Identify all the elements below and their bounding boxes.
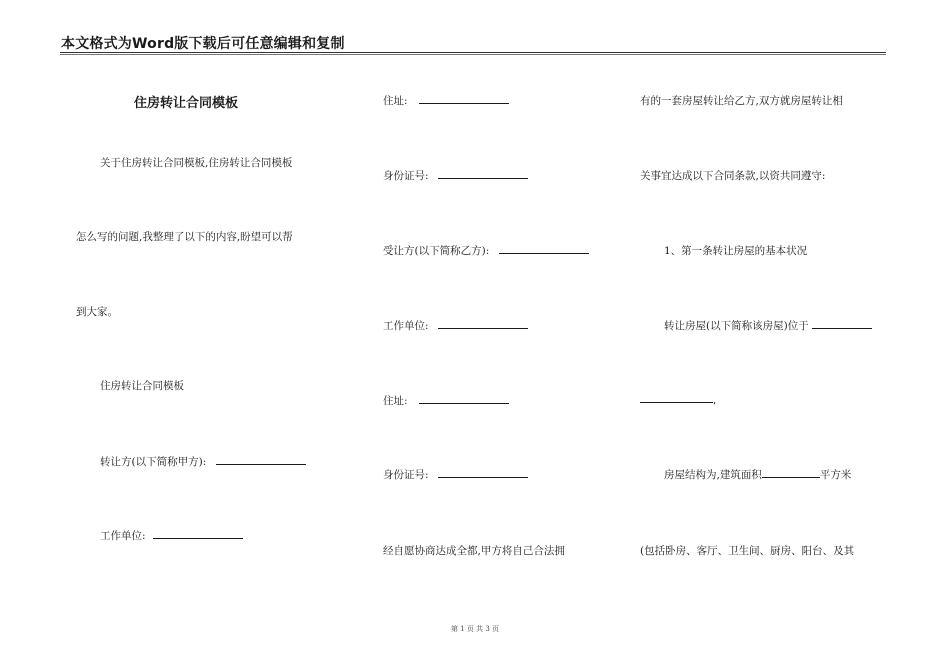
party-a-employer-blank [153, 529, 243, 539]
party-b-id-label: 身份证号: [383, 469, 429, 481]
contract-subtitle: 住房转让合同模板 [100, 380, 184, 392]
party-a-address-blank [419, 94, 509, 104]
party-a-label: 转让方(以下简称甲方): [100, 456, 207, 468]
party-b-address-line [383, 393, 509, 408]
party-b-label: 受让方(以下简称乙方): [383, 245, 490, 257]
floor-area-blank [762, 468, 820, 478]
party-b-line [383, 243, 589, 258]
transfer-line-1: 有的一套房屋转让给乙方,双方就房屋转让相 [640, 95, 843, 107]
house-structure-label: 房屋结构为,建筑面积 [664, 469, 762, 481]
header-divider-secondary [60, 54, 886, 55]
area-unit: 平方米 [819, 469, 852, 481]
party-b-id-line [383, 467, 528, 482]
house-location-label: 转让房屋(以下简称该房屋)位于 [664, 320, 809, 332]
party-a-id-label: 身份证号: [383, 170, 429, 182]
rooms-line: (包括卧房、客厅、卫生间、厨房、阳台、及其 [640, 545, 855, 557]
document-title: 住房转让合同模板 [134, 96, 239, 111]
location-comma: , [713, 394, 717, 406]
intro-line-1: 关于住房转让合同模板,住房转让合同模板 [100, 157, 293, 169]
party-a-employer-label: 工作单位: [100, 530, 146, 542]
page-number: 第 1 页 共 3 页 [450, 625, 500, 633]
house-location-line [664, 318, 872, 333]
party-a-employer-line [100, 528, 243, 543]
party-b-employer-blank [438, 319, 528, 329]
article-1-heading: 1、第一条转让房屋的基本状况 [664, 245, 808, 257]
party-a-address-label: 住址: [383, 95, 408, 107]
party-b-blank [499, 244, 589, 254]
header-title: 本文格式为Word版下载后可任意编辑和复制 [61, 36, 345, 52]
party-a-id-line [383, 168, 528, 183]
header-divider [60, 52, 886, 53]
party-b-address-label: 住址: [383, 395, 408, 407]
party-b-employer-label: 工作单位: [383, 320, 429, 332]
intro-line-2: 怎么写的问题,我整理了以下的内容,盼望可以帮 [76, 231, 293, 243]
location-continued-line [640, 393, 716, 406]
party-b-address-blank [419, 394, 509, 404]
party-b-id-blank [438, 468, 528, 478]
party-a-address-line [383, 93, 509, 108]
intro-line-3: 到大家。 [76, 306, 118, 318]
party-b-employer-line [383, 318, 528, 333]
party-a-id-blank [438, 169, 528, 179]
party-a-line [100, 454, 306, 469]
house-location-blank [812, 319, 872, 329]
transfer-line-2: 关事宜达成以下合同条款,以资共同遵守: [640, 170, 826, 182]
agreement-line: 经自愿协商达成全都,甲方将自己合法拥 [383, 545, 565, 557]
party-a-blank [216, 455, 306, 465]
house-structure-line [664, 467, 851, 482]
location-continued-blank [640, 393, 713, 403]
